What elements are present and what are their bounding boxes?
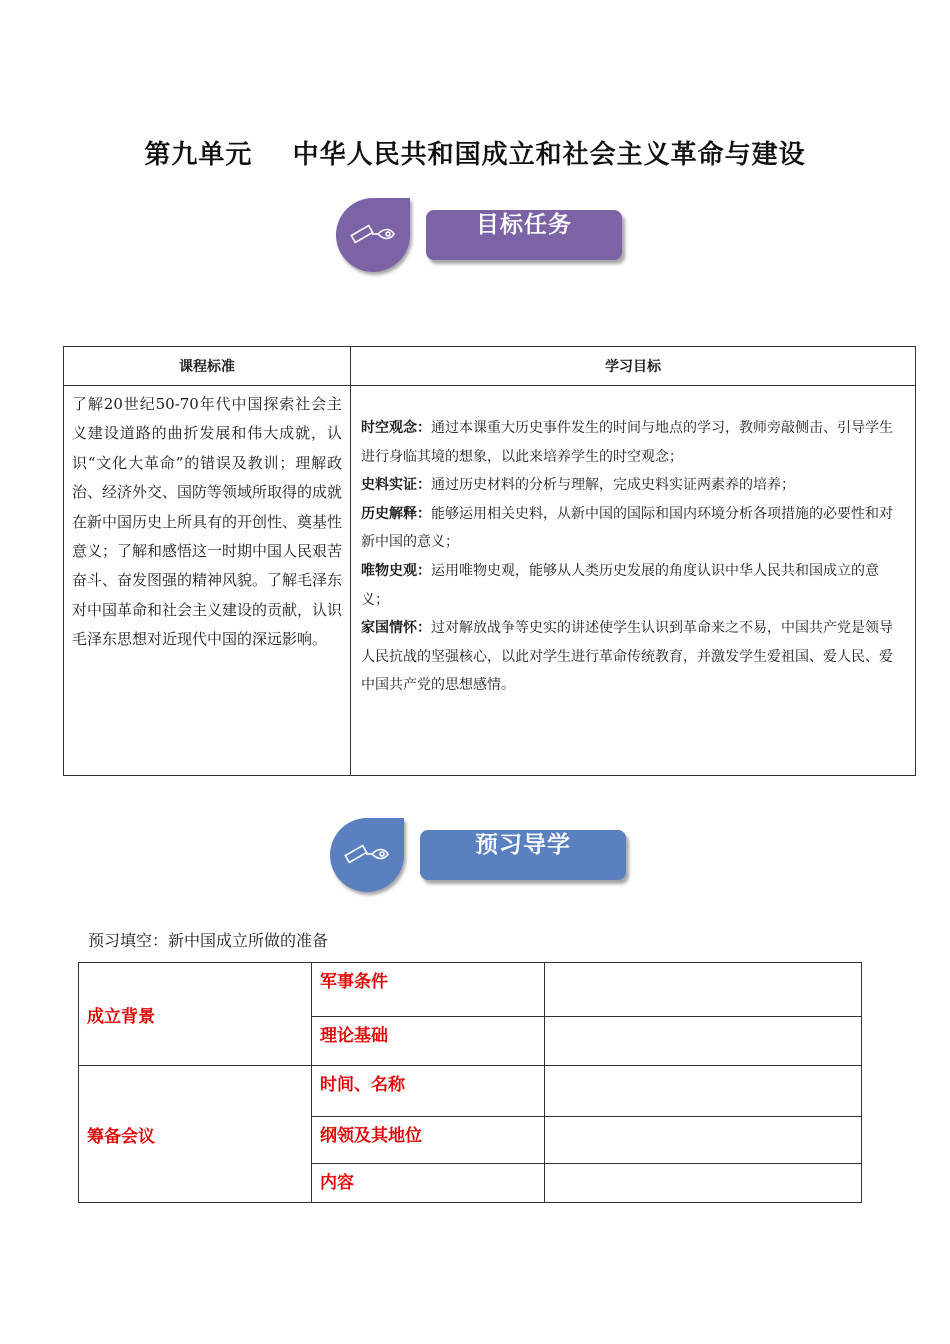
item-label: 军事条件 bbox=[312, 963, 545, 1017]
section-banner-goals bbox=[336, 198, 626, 274]
header-goals: 学习目标 bbox=[351, 347, 916, 386]
answer-cell[interactable] bbox=[545, 963, 862, 1017]
standard-text: 了解20世纪50-70年代中国探索社会主义建设道路的曲折发展和伟大成就，认识“文化大革命”的错误及教训；理解政治、经济外交、国防等领域所取得的成就在新中国历史上所具有的开创性、奠基性意义；了解和感悟这一时期中国人民艰苦奋斗、奋发图强的精神风貌。了解毛泽东对中国革命和社会主义建设的贡献，认识毛泽东思想对近现代中国的深远影响。 bbox=[64, 386, 351, 776]
goal-text: 运用唯物史观，能够从人类历史发展的角度认识中华人民共和国成立的意义； bbox=[361, 562, 879, 608]
goal-label: 唯物史观： bbox=[361, 562, 431, 579]
goal-text: 通过本课重大历史事件发生的时间与地点的学习，教师旁敲侧击、引导学生进行身临其境的想象，以此来培养学生的时空观念； bbox=[361, 420, 893, 465]
goal-text: 通过历史材料的分析与理解，完成史料实证两素养的培养； bbox=[431, 477, 795, 494]
goal-item bbox=[361, 614, 905, 700]
item-label: 纲领及其地位 bbox=[312, 1117, 545, 1164]
item-label: 理论基础 bbox=[312, 1017, 545, 1066]
goal-item bbox=[361, 471, 905, 500]
goal-label: 历史解释： bbox=[361, 505, 431, 522]
pencil-pen-icon bbox=[348, 220, 400, 250]
answer-cell[interactable] bbox=[545, 1017, 862, 1066]
leaf-badge bbox=[330, 818, 404, 892]
answer-cell[interactable] bbox=[545, 1066, 862, 1117]
answer-cell[interactable] bbox=[545, 1164, 862, 1203]
section-title-preview: 预习导学 bbox=[420, 830, 626, 880]
standards-table bbox=[63, 346, 916, 776]
item-label: 时间、名称 bbox=[312, 1066, 545, 1117]
category-meeting: 筹备会议 bbox=[79, 1066, 312, 1203]
prep-table bbox=[78, 962, 862, 1203]
answer-cell[interactable] bbox=[545, 1117, 862, 1164]
goal-label: 时空观念： bbox=[361, 420, 431, 436]
page-title: 第九单元 中华人民共和国成立和社会主义革命与建设 bbox=[144, 140, 806, 170]
header-standard: 课程标准 bbox=[64, 347, 351, 386]
section-banner-preview bbox=[330, 818, 630, 894]
goal-item bbox=[361, 414, 905, 471]
goal-text: 能够运用相关史料，从新中国的国际和国内环境分析各项措施的必要性和对新中国的意义； bbox=[361, 505, 893, 551]
category-background: 成立背景 bbox=[79, 963, 312, 1066]
pencil-pen-icon bbox=[342, 840, 394, 870]
leaf-badge bbox=[336, 198, 410, 272]
prep-prompt: 预习填空：新中国成立所做的准备 bbox=[88, 931, 329, 950]
goal-label: 家国情怀： bbox=[361, 620, 431, 637]
goals-cell bbox=[351, 386, 916, 776]
section-title-goals: 目标任务 bbox=[426, 210, 622, 260]
goal-item bbox=[361, 557, 905, 614]
goal-item bbox=[361, 500, 905, 557]
goal-label: 史料实证： bbox=[361, 477, 431, 494]
item-label: 内容 bbox=[312, 1164, 545, 1203]
goal-text: 过对解放战争等史实的讲述使学生认识到革命来之不易，中国共产党是领导人民抗战的坚强核心，以此对学生进行革命传统教育，并激发学生爱祖国、爱人民、爱中国共产党的思想感情。 bbox=[361, 620, 893, 694]
